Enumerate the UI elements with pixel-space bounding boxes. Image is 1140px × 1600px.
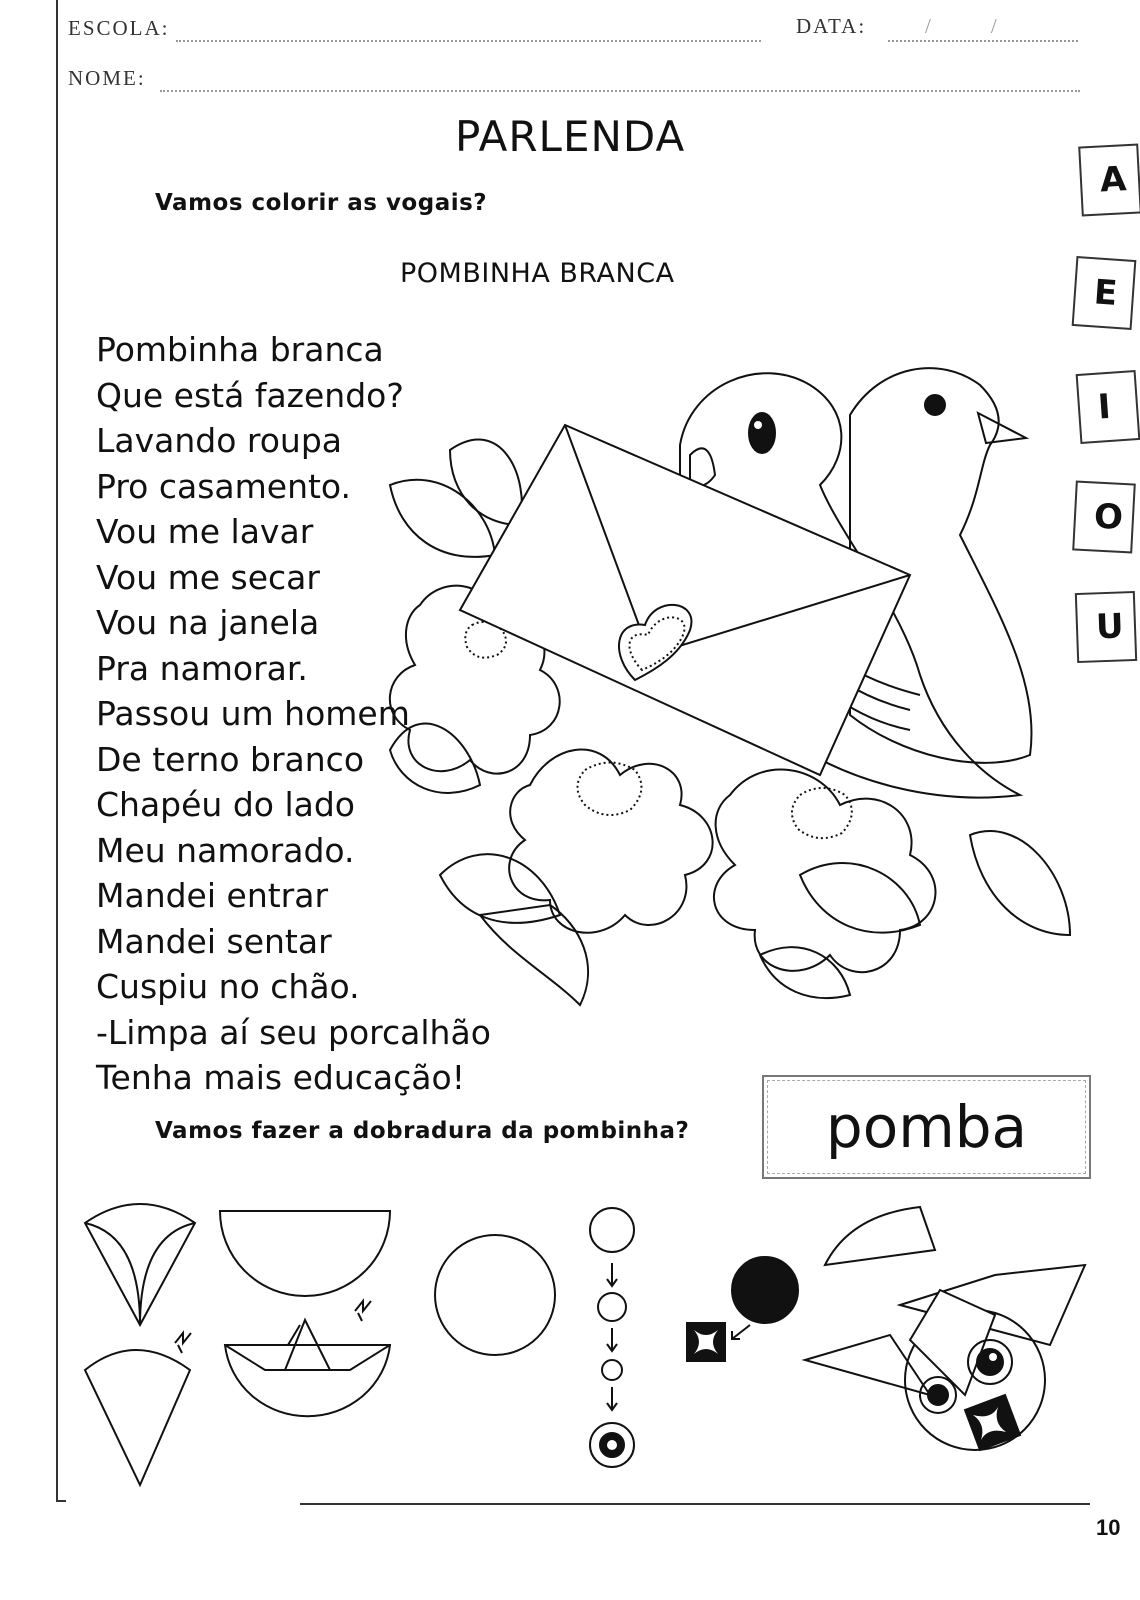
date-label: DATA: <box>796 14 867 38</box>
fold-arrow-icon <box>175 1333 191 1353</box>
school-label: ESCOLA: <box>68 16 170 40</box>
vowel-card-e[interactable]: E <box>1072 256 1137 330</box>
poem-line: Vou me lavar <box>96 512 314 551</box>
poem-line: Vou me secar <box>96 557 320 597</box>
folding-cone <box>85 1350 190 1485</box>
doves-flowers-illustration <box>380 355 1080 1015</box>
poem-line: Lavando roupa <box>96 421 343 460</box>
poem-line: Tenha mais educação! <box>96 1058 465 1097</box>
arrow-down-icon <box>607 1328 617 1351</box>
date-slashes: / / <box>925 14 999 38</box>
page-number: 10 <box>1096 1515 1121 1540</box>
poem-line: Cuspiu no chão. <box>96 967 360 1006</box>
poem-line: Pra namorar. <box>96 648 308 688</box>
poem-title: POMBINHA BRANCA <box>400 258 675 289</box>
poem-line: Pro casamento. <box>96 466 352 506</box>
folding-half-circle <box>220 1211 390 1296</box>
vowel-card-a[interactable]: A <box>1078 143 1140 216</box>
page-title: PARLENDA <box>455 112 686 161</box>
instruction-folding: Vamos fazer a dobradura da pombinha? <box>155 1118 690 1144</box>
word-card <box>762 1075 1091 1179</box>
poem-line: Chapéu do lado <box>96 785 355 824</box>
school-field[interactable] <box>176 40 761 42</box>
arrow-icon <box>732 1325 750 1339</box>
vowel-card-o[interactable]: O <box>1072 480 1136 553</box>
left-border <box>56 0 58 1500</box>
finished-dove-wing <box>825 1207 935 1265</box>
poem-line: Passou um homem <box>96 694 410 733</box>
vowel-card-i[interactable]: I <box>1076 370 1140 444</box>
poem-line: -Limpa aí seu porcalhão <box>96 1012 491 1052</box>
black-dot <box>732 1257 798 1323</box>
vowel-card-u[interactable]: U <box>1075 591 1137 663</box>
poem-line: Que está fazendo? <box>96 375 404 415</box>
name-field[interactable] <box>160 90 1080 92</box>
poem-line: Meu namorado. <box>96 830 355 870</box>
word-card-text: pomba <box>825 1093 1028 1161</box>
arrow-down-icon <box>607 1387 617 1410</box>
fold-arrow-icon <box>355 1301 371 1321</box>
folding-circle <box>435 1235 555 1355</box>
folding-steps-diagram <box>60 1195 1090 1495</box>
poem-line: Pombinha branca <box>96 330 384 369</box>
bottom-rule <box>300 1503 1090 1505</box>
bottom-border <box>56 1500 66 1502</box>
poem-line: Vou na janela <box>96 603 320 642</box>
date-field[interactable] <box>888 40 1078 42</box>
instruction-vowels: Vamos colorir as vogais? <box>155 190 488 216</box>
poem-line: Mandei entrar <box>96 876 329 915</box>
poem-line: De terno branco <box>96 739 365 779</box>
poem-line: Mandei sentar <box>96 921 332 961</box>
name-label: NOME: <box>68 66 146 90</box>
folding-boat <box>225 1345 390 1416</box>
arrow-down-icon <box>607 1263 617 1286</box>
